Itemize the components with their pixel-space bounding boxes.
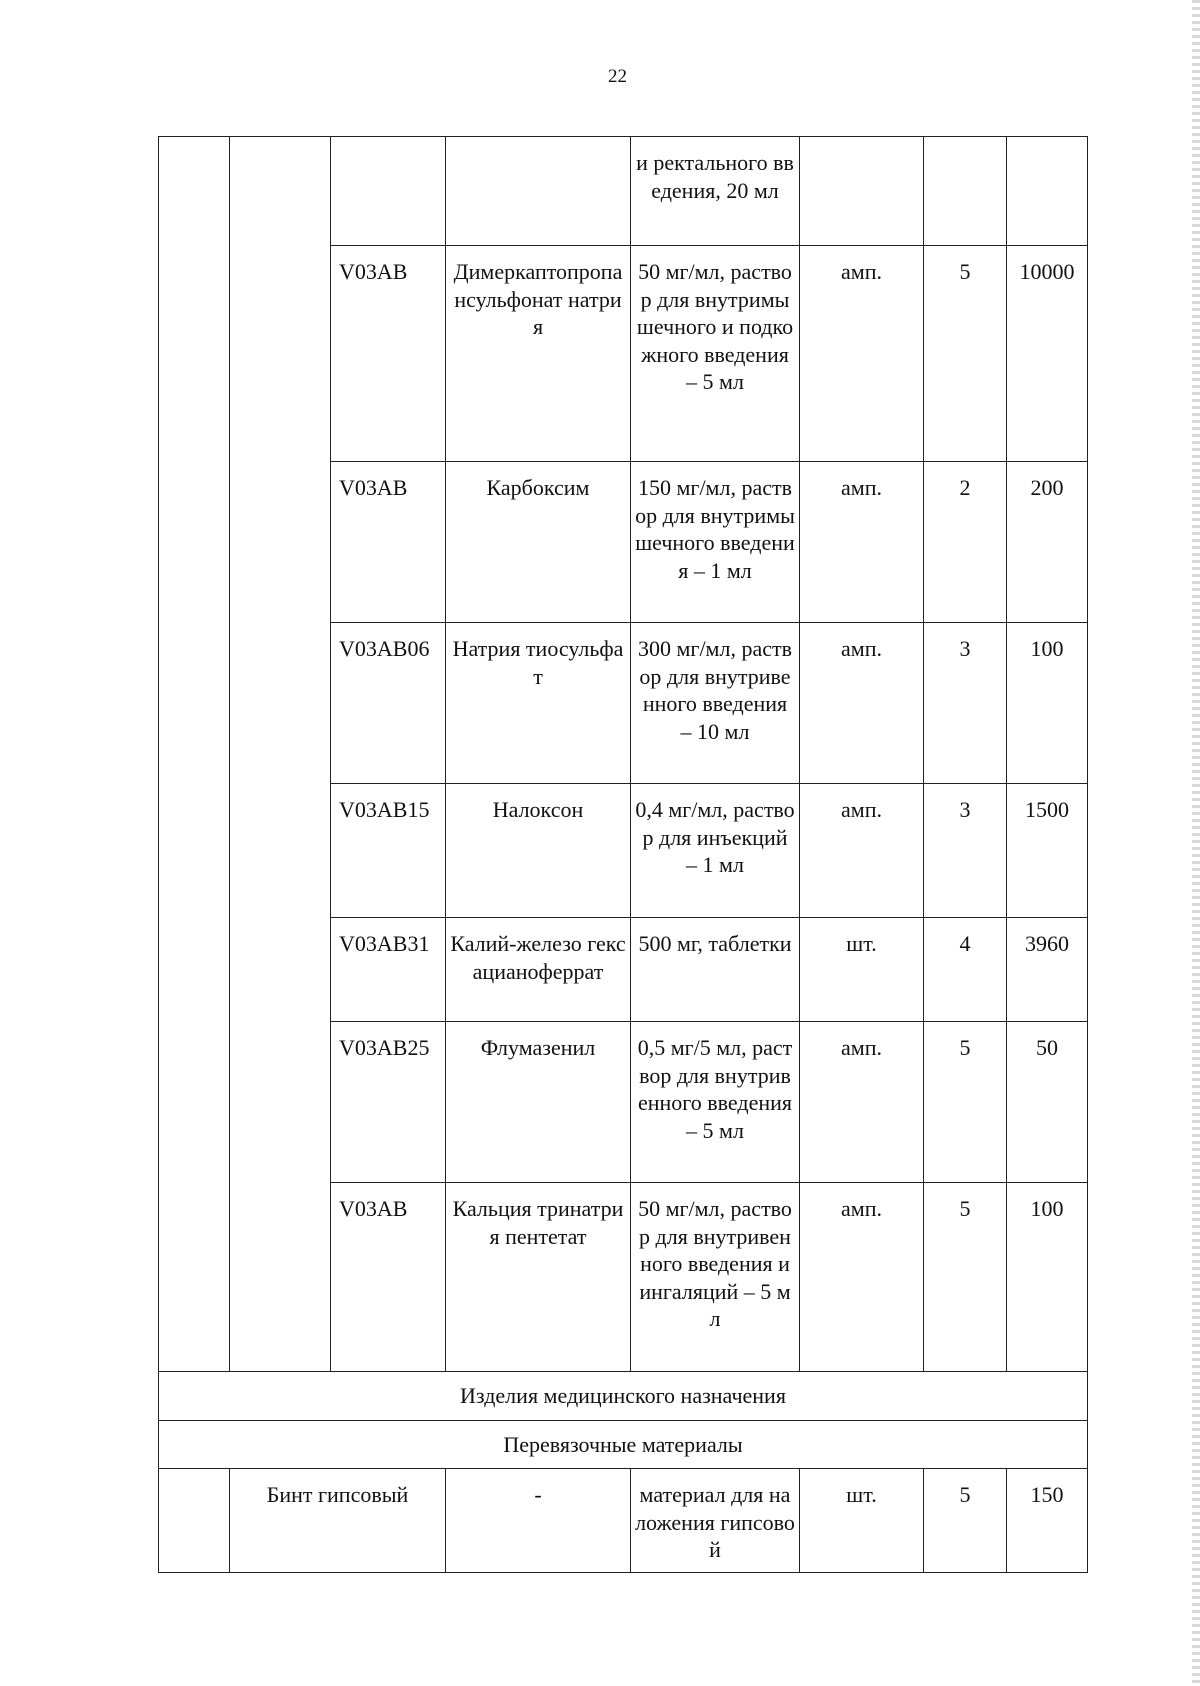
total-cell: 150 (1007, 1469, 1088, 1573)
quantity-cell: 5 (924, 246, 1007, 462)
drug-name-cell: Налоксон (446, 784, 631, 918)
atc-code-cell: V03AB (331, 1183, 446, 1372)
unit-cell: амп. (800, 1183, 924, 1372)
dosage-form-cell: 50 мг/мл, раствор для внутримышечного и подкожного введения – 5 мл (631, 246, 800, 462)
drug-name-cell: - (446, 1469, 631, 1573)
dosage-form-cell: материал для наложения гипсовой (631, 1469, 800, 1573)
dosage-form-cell: 50 мг/мл, раствор для внутривенного введения и ингаляций – 5 мл (631, 1183, 800, 1372)
blank-cell (159, 1469, 230, 1573)
total-cell: 200 (1007, 462, 1088, 623)
item-name-cell: Бинт гипсовый (230, 1469, 446, 1573)
unit-cell: амп. (800, 1022, 924, 1183)
quantity-cell (924, 137, 1007, 246)
total-cell (1007, 137, 1088, 246)
quantity-cell: 5 (924, 1469, 1007, 1573)
drug-name-cell (446, 137, 631, 246)
drug-name-cell: Калий-железо гексацианоферрат (446, 918, 631, 1022)
drug-name-cell: Флумазенил (446, 1022, 631, 1183)
unit-cell: амп. (800, 246, 924, 462)
dosage-form-cell: 0,5 мг/5 мл, раствор для внутривенного введения – 5 мл (631, 1022, 800, 1183)
page-number: 22 (608, 66, 627, 87)
drug-name-cell: Кальция тринатрия пентетат (446, 1183, 631, 1372)
dosage-form-cell: и ректального введения, 20 мл (631, 137, 800, 246)
atc-code-cell: V03AB15 (331, 784, 446, 918)
atc-code-cell: V03AB (331, 246, 446, 462)
section-header-row (159, 1420, 1088, 1469)
quantity-cell: 2 (924, 462, 1007, 623)
blank-cell (230, 137, 331, 1372)
unit-cell: шт. (800, 918, 924, 1022)
dosage-form-cell: 0,4 мг/мл, раствор для инъекций – 1 мл (631, 784, 800, 918)
atc-code-cell: V03AB31 (331, 918, 446, 1022)
dosage-form-cell: 300 мг/мл, раствор для внутривенного введения – 10 мл (631, 623, 800, 784)
atc-code-cell: V03AB25 (331, 1022, 446, 1183)
table-row (159, 137, 1088, 246)
atc-code-cell: V03AB06 (331, 623, 446, 784)
unit-cell: амп. (800, 784, 924, 918)
quantity-cell: 3 (924, 623, 1007, 784)
drug-name-cell: Димеркаптопропансульфонат натрия (446, 246, 631, 462)
drug-name-cell: Натрия тиосульфат (446, 623, 631, 784)
total-cell: 100 (1007, 1183, 1088, 1372)
dosage-form-cell: 150 мг/мл, раствор для внутримышечного введения – 1 мл (631, 462, 800, 623)
section-title: Перевязочные материалы (159, 1420, 1088, 1469)
unit-cell: амп. (800, 462, 924, 623)
unit-cell: шт. (800, 1469, 924, 1573)
total-cell: 50 (1007, 1022, 1088, 1183)
quantity-cell: 5 (924, 1022, 1007, 1183)
medication-table (158, 136, 1088, 1573)
unit-cell: амп. (800, 623, 924, 784)
quantity-cell: 5 (924, 1183, 1007, 1372)
total-cell: 100 (1007, 623, 1088, 784)
quantity-cell: 4 (924, 918, 1007, 1022)
dosage-form-cell: 500 мг, таблетки (631, 918, 800, 1022)
quantity-cell: 3 (924, 784, 1007, 918)
total-cell: 10000 (1007, 246, 1088, 462)
unit-cell (800, 137, 924, 246)
total-cell: 3960 (1007, 918, 1088, 1022)
atc-code-cell: V03AB (331, 462, 446, 623)
drug-name-cell: Карбоксим (446, 462, 631, 623)
section-header-row (159, 1372, 1088, 1421)
blank-cell (159, 137, 230, 1372)
atc-code-cell (331, 137, 446, 246)
table-row (159, 1469, 1088, 1573)
scan-edge (1192, 0, 1200, 1686)
total-cell: 1500 (1007, 784, 1088, 918)
section-title: Изделия медицинского назначения (159, 1372, 1088, 1421)
